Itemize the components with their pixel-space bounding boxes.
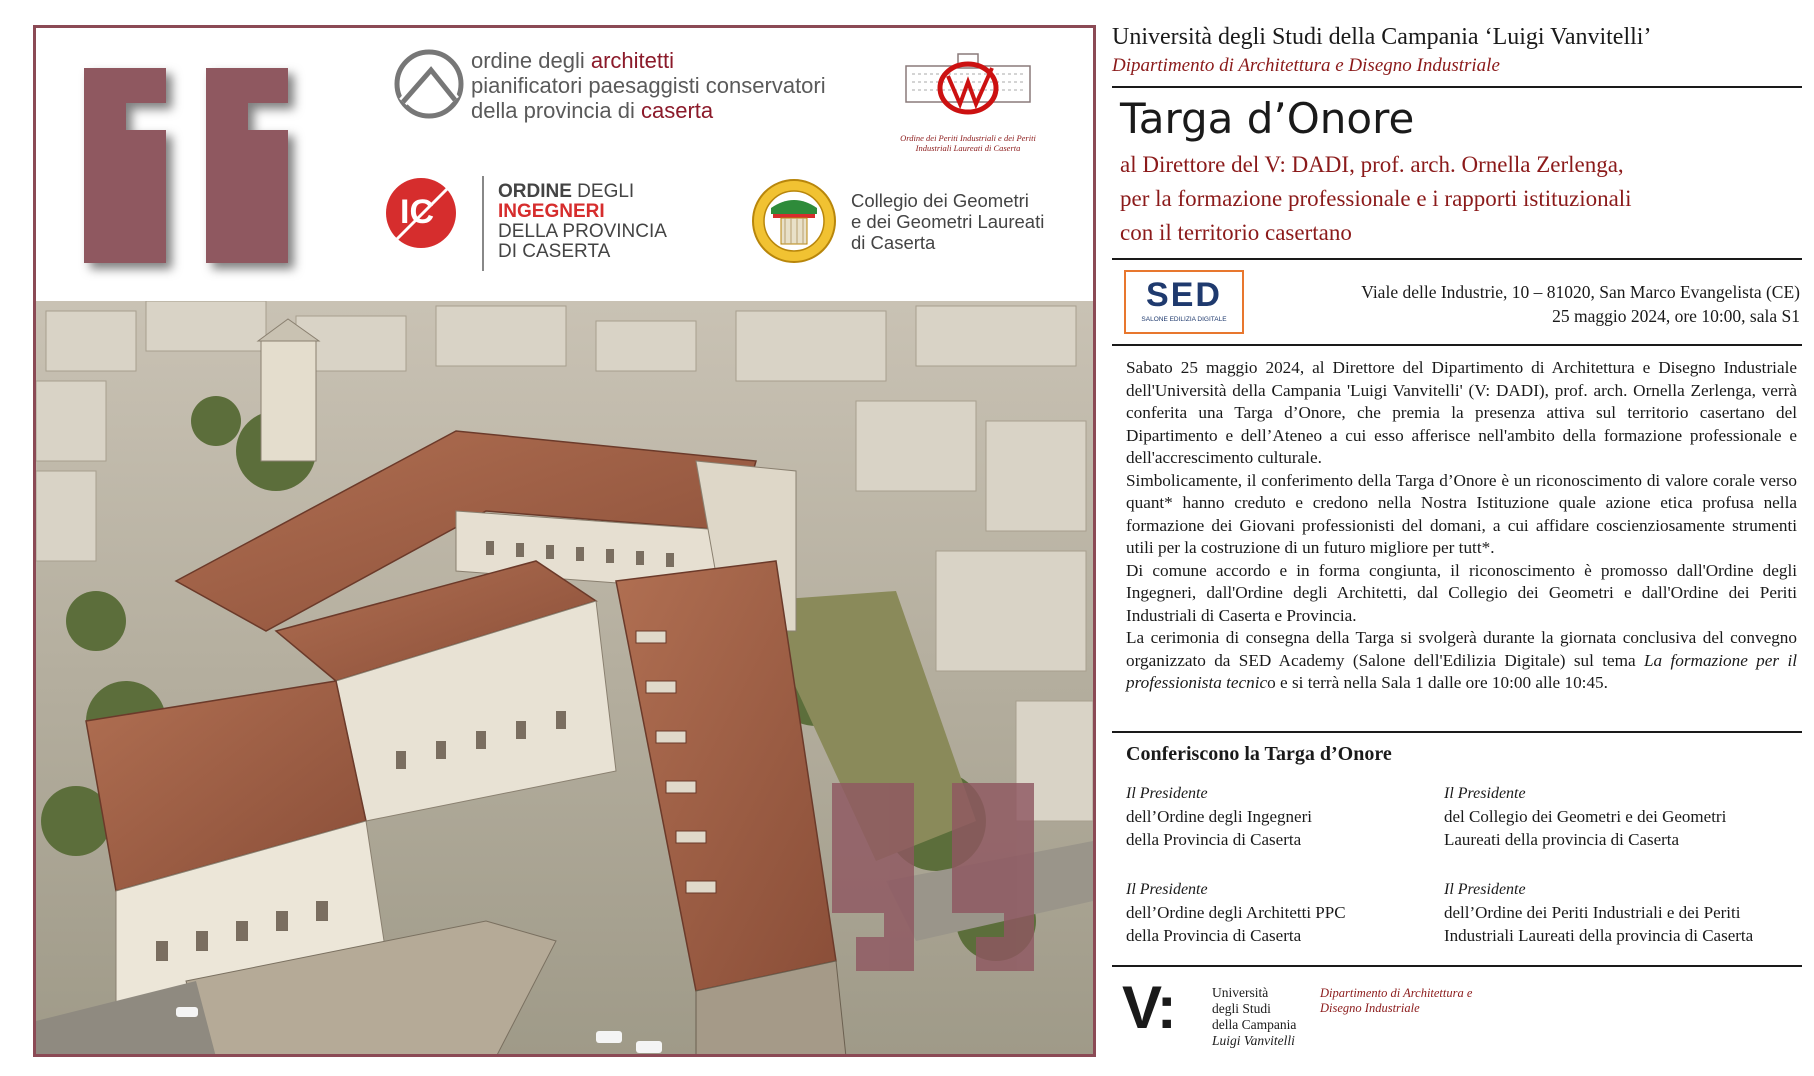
dept-line2: Disegno Industriale <box>1320 1001 1420 1015</box>
body-paragraph-2: Simbolicamente, il conferimento della Targa d’Onore è un riconoscimento di valore corale verso quant* hanno creduto e credono nella Nostra Istituzione quale azione etica profusa nella formazione dei Giovani professionisti del domani, a cui affidare coscienziosamente strumenti utili per la costruzione di un futuro migliore per tutt*. <box>1126 470 1797 557</box>
divider-top <box>1112 86 1802 88</box>
geometri-logo <box>751 178 1081 273</box>
dept-line1: Dipartimento di Architettura e <box>1320 986 1473 1000</box>
sed-logo-sub: SALONE EDILIZIA DIGITALE <box>1141 316 1227 323</box>
body-paragraph-4: La cerimonia di consegna della Targa si svolgerà durante la giornata conclusiva del convegno organizzato da SED Academy (Salone dell'Edilizia Digitale) sul tema La formazione per il professionista tecnico e si terrà nella Sala 1 dalle ore 10:00 alle 10:45. <box>1126 628 1797 692</box>
periti-caption: Ordine dei Periti Industriali e dei Periti Industriali Laureati di Caserta <box>900 133 1036 153</box>
conference-theme: La formazione per il professionista tecnic <box>1126 650 1797 692</box>
university-header: Università degli Studi della Campania ‘Luigi Vanvitelli’ <box>1112 24 1652 50</box>
title-sub-line2: per la formazione professionale e i rapporti istituzionali <box>1120 186 1632 211</box>
signatory-periti <box>1444 878 1753 947</box>
signatory-line1: dell’Ordine degli Architetti PPC <box>1126 903 1346 922</box>
signatory-geometri <box>1444 782 1726 851</box>
vanvitelli-logo-text <box>1212 985 1296 1049</box>
body-paragraph-1: Sabato 25 maggio 2024, al Direttore del Dipartimento di Architettura e Disegno Industriale dell'Università della Campania 'Luigi Vanvitelli' (V: DADI), prof. arch. Ornella Zerlenga, verrà conferita una Targa d’Onore, che premia la presenza attiva sul territorio casertano del Dipartimento e dell’Ateneo a cui esso afferisce nell'ambito della formazione professionale e dell'accrescimento culturale. <box>1126 358 1797 467</box>
ingegneri-mark <box>386 178 456 248</box>
architetti-line3-prefix: della provincia di <box>471 98 641 123</box>
poster-right-column <box>1112 0 1808 1076</box>
ingegneri-line3: DELLA PROVINCIA <box>498 221 667 242</box>
signatory-line2: Industriali Laureati della provincia di Caserta <box>1444 926 1754 945</box>
architetti-logo <box>391 44 826 144</box>
divider-title <box>1112 258 1802 260</box>
event-info <box>1361 280 1800 328</box>
uni-line2: degli Studi <box>1212 1001 1271 1016</box>
body-text <box>1126 357 1797 695</box>
signatory-line2: Laureati della provincia di Caserta <box>1444 830 1680 849</box>
ingegneri-logo <box>386 176 686 271</box>
event-datetime: 25 maggio 2024, ore 10:00, sala S1 <box>1552 306 1800 326</box>
signatory-line2: della Provincia di Caserta <box>1126 926 1302 945</box>
title-sub <box>1120 148 1632 250</box>
geometri-line1: Collegio dei Geometri <box>851 190 1029 211</box>
vanvitelli-logo-mark: V: <box>1122 974 1175 1041</box>
ingegneri-line2: INGEGNERI <box>498 201 605 222</box>
open-quote-mark <box>56 48 316 288</box>
signatory-line1: dell’Ordine degli Ingegneri <box>1126 807 1312 826</box>
event-address: Viale delle Industrie, 10 – 81020, San Marco Evangelista (CE) <box>1361 282 1800 302</box>
signatory-ingegneri <box>1126 782 1312 851</box>
uni-line3: della Campania <box>1212 1017 1297 1032</box>
architetti-line3-emph: caserta <box>640 98 714 123</box>
signatory-role: Il Presidente <box>1126 785 1208 802</box>
periti-logo <box>898 48 1043 168</box>
signatory-role: Il Presidente <box>1444 881 1526 898</box>
uni-line4: Luigi Vanvitelli <box>1212 1033 1295 1048</box>
architetti-mark-icon <box>391 44 471 124</box>
title-sub-line1: al Direttore del V: DADI, prof. arch. Ornella Zerlenga, <box>1120 152 1624 177</box>
aerial-building-image <box>36 301 1093 1057</box>
uni-line1: Università <box>1212 985 1269 1000</box>
ingegneri-line1-b: DEGLI <box>571 181 635 202</box>
signatory-line2: della Provincia di Caserta <box>1126 830 1302 849</box>
sed-logo-text: SED <box>1146 276 1222 314</box>
divider-body <box>1112 731 1802 733</box>
title-main: Targa d’Onore <box>1120 94 1415 143</box>
footer-department <box>1320 986 1472 1016</box>
geometri-seal-icon <box>751 178 837 264</box>
quote-open-icon <box>56 48 316 288</box>
signatory-line1: del Collegio dei Geometri e dei Geometri <box>1444 807 1727 826</box>
divider-signatories <box>1112 965 1802 967</box>
signatory-role: Il Presidente <box>1444 785 1526 802</box>
geometri-line3: di Caserta <box>851 232 936 253</box>
architetti-line1-emph: architetti <box>590 48 675 73</box>
periti-building-icon <box>898 48 1038 128</box>
signatory-line1: dell’Ordine dei Periti Industriali e dei Periti <box>1444 903 1741 922</box>
poster-left-panel <box>33 25 1096 1057</box>
ingegneri-divider <box>482 176 484 271</box>
sed-logo <box>1124 270 1244 334</box>
architetti-line2: pianificatori paesaggisti conservatori <box>471 73 826 98</box>
geometri-line2: e dei Geometri Laureati <box>851 211 1045 232</box>
logos-area <box>36 28 1093 301</box>
department-header: Dipartimento di Architettura e Disegno Industriale <box>1112 55 1500 76</box>
ingegneri-line1-a: ORDINE <box>498 181 572 202</box>
ingegneri-line4: DI CASERTA <box>498 241 611 262</box>
conferiscono-heading: Conferiscono la Targa d’Onore <box>1126 743 1392 765</box>
title-sub-line3: con il territorio casertano <box>1120 220 1352 245</box>
body-paragraph-3: Di comune accordo e in forma congiunta, il riconoscimento è promosso dall'Ordine degli Ingegneri, dall'Ordine degli Architetti, dal Collegio dei Geometri e dall'Ordine dei Periti Industriali di Caserta e Provincia. <box>1126 560 1797 625</box>
architetti-line1-prefix: ordine degli <box>471 48 591 73</box>
ingegneri-mark-text: IC <box>400 193 434 231</box>
divider-event <box>1112 344 1802 346</box>
signatory-architetti <box>1126 878 1346 947</box>
aerial-photo <box>36 301 1093 1057</box>
signatory-role: Il Presidente <box>1126 881 1208 898</box>
